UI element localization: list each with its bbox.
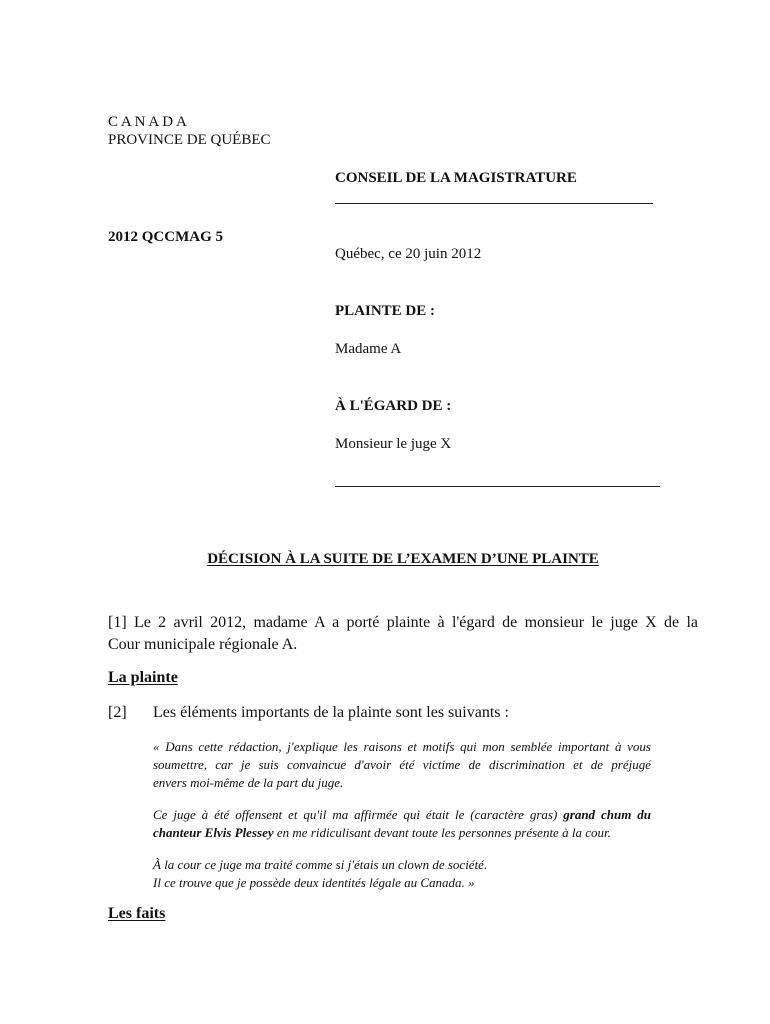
complaint-heading: La plainte [108, 669, 178, 686]
complaint-quote [153, 738, 651, 892]
decision-title: DÉCISION À LA SUITE DE L’EXAMEN D’UNE PLAINTE [207, 551, 599, 567]
quote-line: envers moi-même de la part du juge. [153, 775, 344, 790]
council-underline [335, 203, 653, 204]
quote-line: À la cour ce juge ma traité comme si j'étais un clown de société. [153, 857, 488, 872]
place-date: Québec, ce 20 juin 2012 [335, 246, 482, 262]
header-bottom-rule [335, 486, 660, 487]
judge-name: Monsieur le juge X [335, 436, 452, 452]
paragraph-1-text: Le 2 avril 2012, madame A a porté plainte à l'égard de monsieur le juge X de la [133, 614, 698, 631]
paragraph-2-number: [2] [108, 704, 127, 721]
quote-bold-text: grand chum du [563, 807, 651, 822]
paragraph-1 [108, 612, 698, 656]
paragraph-1-line-2: Cour municipale régionale A. [108, 636, 298, 653]
quote-line [153, 806, 651, 824]
paragraph-1-line-1 [108, 612, 698, 634]
complaint-label: PLAINTE DE : [335, 303, 436, 319]
council-title: CONSEIL DE LA MAGISTRATURE [335, 170, 577, 186]
quote-bold-text: chanteur Elvis Plessey [153, 825, 274, 840]
quote-line: « Dans cette rédaction, j'explique les raisons et motifs qui mon semblée important à vous [153, 739, 651, 754]
paragraph-2-text: Les éléments importants de la plainte sont les suivants : [153, 704, 509, 721]
country-label: C A N A D A [108, 114, 187, 130]
paragraph-1-number: [1] [108, 614, 127, 631]
quote-text: Ce juge à été offensent et qu'il ma affirmée qui était le (caractère gras) [153, 807, 564, 822]
citation: 2012 QCCMAG 5 [108, 229, 223, 245]
quote-line: soumettre, car je suis convaincue d'avoir été victime de discrimination et de préjugé [153, 757, 651, 772]
complainant-name: Madame A [335, 341, 402, 357]
regarding-label: À L'ÉGARD DE : [335, 398, 452, 414]
province-label: PROVINCE DE QUÉBEC [108, 132, 271, 148]
quote-line: Il ce trouve que je possède deux identités légale au Canada. » [153, 875, 475, 890]
quote-line [153, 824, 651, 842]
facts-heading: Les faits [108, 905, 166, 922]
quote-text: en me ridiculisant devant toute les personnes présente à la cour. [273, 825, 611, 840]
